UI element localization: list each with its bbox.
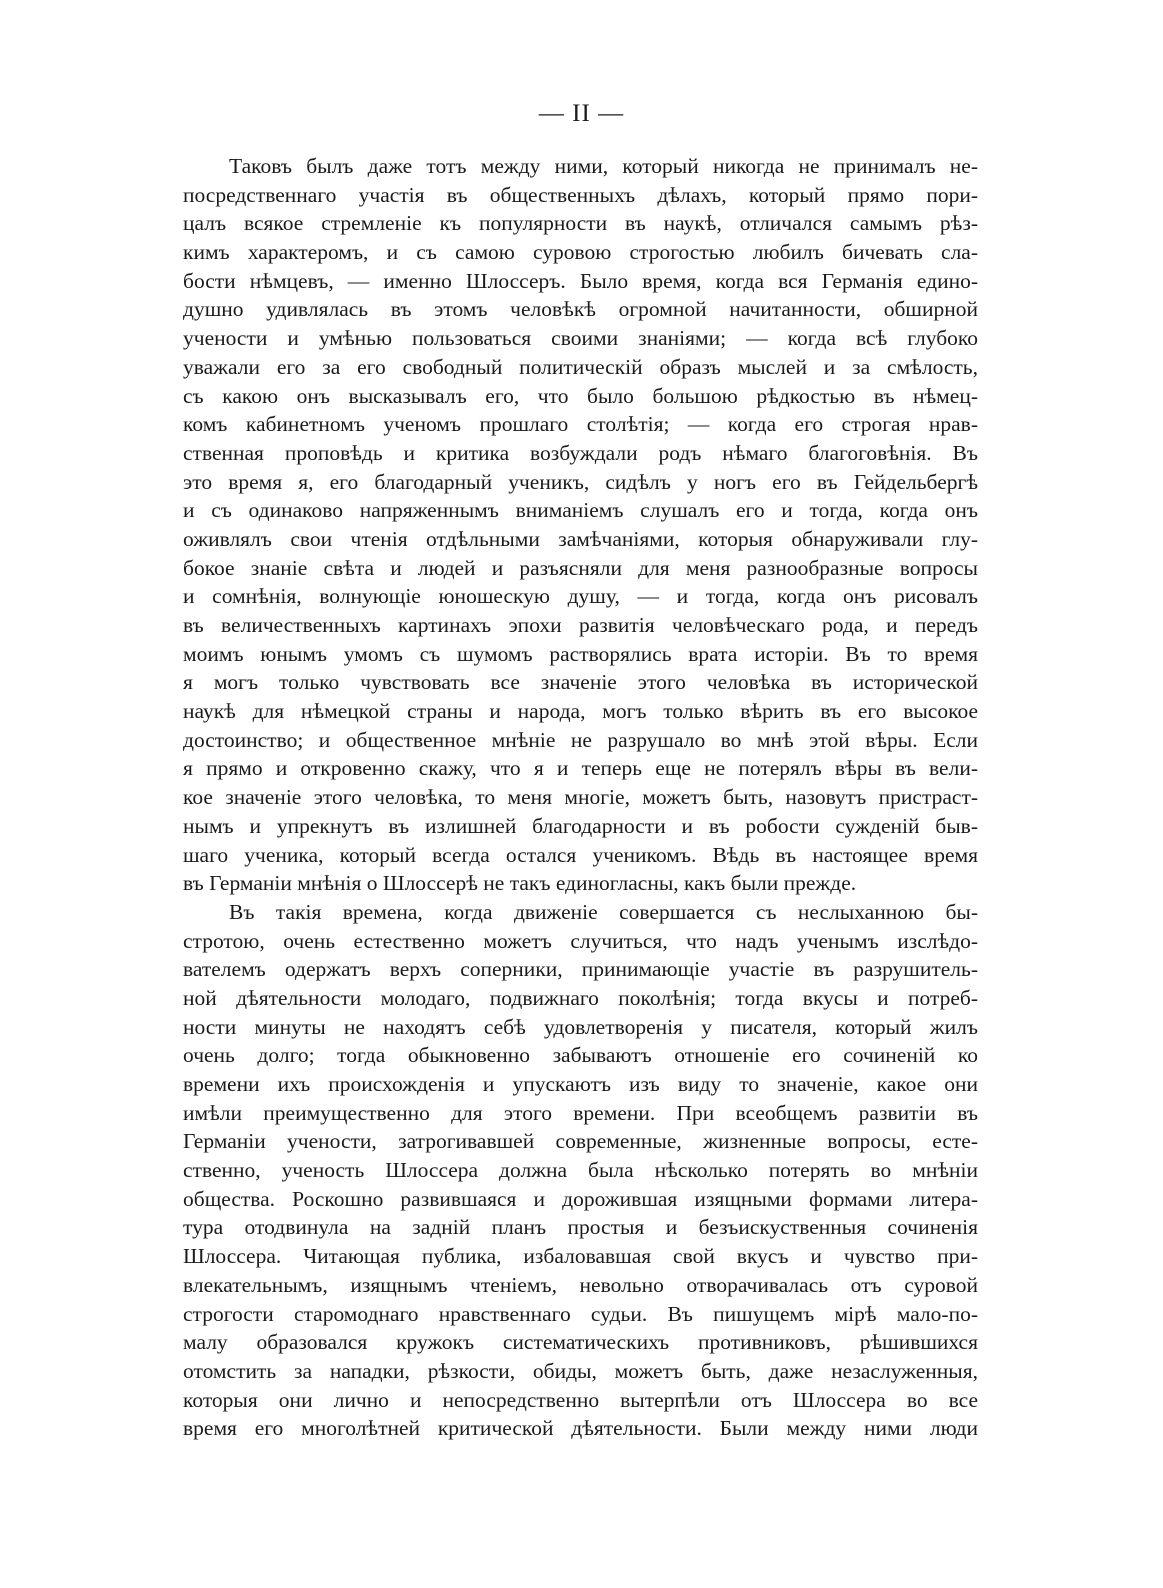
text-line: учености и умѣнью пользоваться своими знаніями; — когда всѣ глубоко (183, 326, 978, 351)
text-line: нымъ и упрекнутъ въ излишней благодарности и въ робости сужденій быв- (183, 813, 978, 838)
text-line: кое значеніе этого человѣка, то меня многіе, можетъ быть, назовутъ пристраст- (183, 785, 978, 810)
text-line: Таковъ былъ даже тотъ между ними, который никогда не принималъ не- (229, 154, 978, 178)
text-line: оживлялъ свои чтенія отдѣльными замѣчаніями, которыя обнаруживали глу- (183, 526, 978, 551)
text-line: достоинство; и общественное мнѣніе не разрушало во мнѣ этой вѣры. Если (183, 727, 978, 752)
text-line: Германіи учености, затрогивавшей современные, жизненные вопросы, есте- (183, 1129, 978, 1154)
text-line: бости нѣмцевъ, — именно Шлоссеръ. Было время, когда вся Германія едино- (183, 268, 978, 293)
text-line: цалъ всякое стремленіе къ популярности въ наукѣ, отличался самымъ рѣз- (183, 211, 978, 236)
text-line: душно удивлялась въ этомъ человѣкѣ огромной начитанности, обширной (183, 297, 978, 322)
text-line: малу образовался кружокъ систематическихъ противниковъ, рѣшившихся (183, 1330, 978, 1355)
text-line: ственно, ученость Шлоссера должна была нѣсколько потерять во мнѣніи (183, 1158, 978, 1183)
text-line: и съ одинаково напряженнымъ вниманіемъ слушалъ его и тогда, когда онъ (183, 498, 978, 523)
text-line: это время я, его благодарный ученикъ, сидѣлъ у ногъ его въ Гейдельбергѣ (183, 469, 978, 494)
text-line: ственная проповѣдь и критика возбуждали родъ нѣмаго благоговѣнія. Въ (183, 440, 978, 465)
text-line: влекательнымъ, изящнымъ чтеніемъ, невольно отворачивалась отъ суровой (183, 1272, 978, 1297)
text-line: бокое знаніе свѣта и людей и разъясняли для меня разнообразные вопросы (183, 555, 978, 580)
text-line: въ Германіи мнѣнія о Шлоссерѣ не такъ единогласны, какъ были прежде. (183, 871, 857, 896)
text-line: я прямо и откровенно скажу, что я и теперь еще не потерялъ вѣры въ вели- (183, 756, 978, 781)
text-line: комъ кабинетномъ ученомъ прошлаго столѣтія; — когда его строгая нрав- (183, 412, 978, 437)
text-line: кимъ характеромъ, и съ самою суровою строгостью любилъ бичевать сла- (183, 240, 978, 265)
text-line: моимъ юнымъ умомъ съ шумомъ растворялись врата исторіи. Въ то время (183, 641, 978, 666)
text-line: ности минуты не находятъ себѣ удовлетворенія у писателя, который жилъ (183, 1014, 978, 1039)
text-line: стротою, очень естественно можетъ случиться, что надъ ученымъ изслѣдо- (183, 928, 978, 953)
text-line: съ какою онъ высказывалъ его, что было большою рѣдкостью въ нѣмец- (183, 383, 978, 408)
text-line: очень долго; тогда обыкновенно забываютъ отношеніе его сочиненій ко (183, 1043, 978, 1068)
paragraph-1 (183, 152, 978, 898)
body-text (183, 152, 978, 1443)
text-line: посредственнаго участія въ общественныхъ дѣлахъ, который прямо пори- (183, 182, 978, 207)
paragraph-2 (183, 898, 978, 1443)
text-line: строгости старомоднаго нравственнаго судьи. Въ пишущемъ мірѣ мало-по- (183, 1301, 978, 1326)
text-line: отомстить за нападки, рѣзкости, обиды, можетъ быть, даже незаслуженныя, (183, 1358, 978, 1383)
text-line: я могъ только чувствовать все значеніе этого человѣка въ исторической (183, 670, 978, 695)
text-line: общества. Роскошно развившаяся и дорожившая изящными формами литера- (183, 1186, 978, 1211)
text-line: Въ такія времена, когда движеніе совершается съ неслыханною бы- (229, 899, 978, 924)
text-line: имѣли преимущественно для этого времени. При всеобщемъ развитіи въ (183, 1100, 978, 1125)
text-line: въ величественныхъ картинахъ эпохи развитія человѣческаго рода, и передъ (183, 613, 978, 637)
text-line: тура отодвинула на задній планъ простыя и безъискуственныя сочиненія (183, 1215, 978, 1240)
text-line: которыя они лично и непосредственно вытерпѣли отъ Шлоссера во все (183, 1387, 978, 1412)
text-line: Шлоссера. Читающая публика, избаловавшая свой вкусъ и чувство при- (183, 1244, 978, 1269)
text-line: шаго ученика, который всегда остался ученикомъ. Вѣдь въ настоящее время (183, 842, 978, 867)
text-line: время его многолѣтней критической дѣятельности. Были между ними люди (183, 1416, 978, 1441)
text-line: уважали его за его свободный политическій образъ мыслей и за смѣлость, (183, 354, 978, 379)
text-line: наукѣ для нѣмецкой страны и народа, могъ только вѣрить въ его высокое (183, 699, 978, 724)
text-line: времени ихъ происхожденія и упускаютъ изъ виду то значеніе, какое они (183, 1072, 978, 1096)
text-line: вателемъ одержатъ верхъ соперники, принимающіе участіе въ разрушитель- (183, 957, 978, 982)
text-line: и сомнѣнія, волнующіе юношескую душу, — и тогда, когда онъ рисовалъ (183, 584, 978, 609)
text-line: ной дѣятельности молодаго, подвижнаго поколѣнія; тогда вкусы и потреб- (183, 985, 978, 1010)
page-number: — II — (538, 100, 625, 127)
